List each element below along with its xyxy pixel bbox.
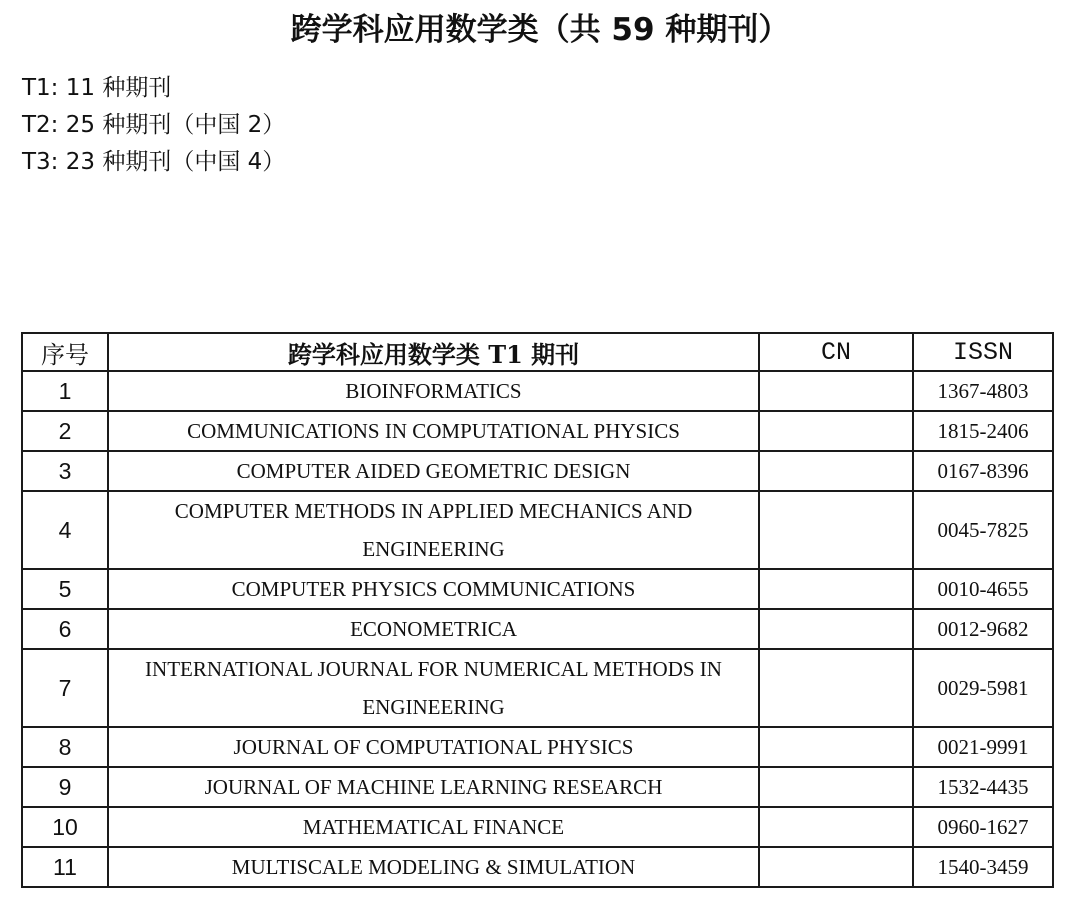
cell-no: 2 [22, 411, 108, 451]
cell-title: COMPUTER METHODS IN APPLIED MECHANICS AND ENGINEERING [108, 491, 759, 569]
journal-table [21, 332, 1054, 888]
page-title: 跨学科应用数学类（共 59 种期刊） [290, 12, 790, 48]
cell-cn [759, 609, 913, 649]
cell-title: INTERNATIONAL JOURNAL FOR NUMERICAL METHODS IN ENGINEERING [108, 649, 759, 727]
cell-issn: 0010-4655 [913, 569, 1053, 609]
cell-no: 9 [22, 767, 108, 807]
cell-issn: 1540-3459 [913, 847, 1053, 887]
cell-issn: 1532-4435 [913, 767, 1053, 807]
cell-cn [759, 727, 913, 767]
cell-cn [759, 649, 913, 727]
cell-no: 1 [22, 371, 108, 411]
cell-title: MULTISCALE MODELING & SIMULATION [108, 847, 759, 887]
cell-no: 4 [22, 491, 108, 569]
cell-issn: 0012-9682 [913, 609, 1053, 649]
table-header-row [22, 333, 1053, 371]
header-cn: CN [759, 333, 913, 371]
tier-summary-t1: T1: 11 种期刊 [22, 75, 172, 101]
cell-cn [759, 847, 913, 887]
cell-title: ECONOMETRICA [108, 609, 759, 649]
table-row [22, 767, 1053, 807]
table-row [22, 727, 1053, 767]
cell-title: BIOINFORMATICS [108, 371, 759, 411]
cell-issn: 1367-4803 [913, 371, 1053, 411]
table-row [22, 609, 1053, 649]
table-row [22, 411, 1053, 451]
table-row [22, 451, 1053, 491]
header-no: 序号 [22, 333, 108, 371]
cell-issn: 0021-9991 [913, 727, 1053, 767]
table-row [22, 491, 1053, 569]
cell-title: COMMUNICATIONS IN COMPUTATIONAL PHYSICS [108, 411, 759, 451]
cell-cn [759, 491, 913, 569]
table-row [22, 807, 1053, 847]
cell-title: JOURNAL OF COMPUTATIONAL PHYSICS [108, 727, 759, 767]
cell-no: 7 [22, 649, 108, 727]
cell-no: 6 [22, 609, 108, 649]
cell-no: 5 [22, 569, 108, 609]
tier-summary-t3: T3: 23 种期刊（中国 4） [22, 149, 286, 175]
cell-title: JOURNAL OF MACHINE LEARNING RESEARCH [108, 767, 759, 807]
cell-cn [759, 767, 913, 807]
cell-issn: 0960-1627 [913, 807, 1053, 847]
table-row [22, 371, 1053, 411]
cell-no: 11 [22, 847, 108, 887]
cell-issn: 0029-5981 [913, 649, 1053, 727]
table-row [22, 649, 1053, 727]
cell-no: 3 [22, 451, 108, 491]
cell-cn [759, 569, 913, 609]
cell-issn: 0167-8396 [913, 451, 1053, 491]
cell-cn [759, 807, 913, 847]
cell-no: 10 [22, 807, 108, 847]
cell-cn [759, 411, 913, 451]
cell-title: MATHEMATICAL FINANCE [108, 807, 759, 847]
cell-cn [759, 371, 913, 411]
tier-summary [22, 70, 285, 181]
cell-issn: 1815-2406 [913, 411, 1053, 451]
header-title: 跨学科应用数学类 T1 期刊 [108, 333, 759, 371]
cell-no: 8 [22, 727, 108, 767]
cell-title: COMPUTER PHYSICS COMMUNICATIONS [108, 569, 759, 609]
table-row [22, 847, 1053, 887]
tier-summary-t2: T2: 25 种期刊（中国 2） [22, 112, 286, 138]
header-issn: ISSN [913, 333, 1053, 371]
table-row [22, 569, 1053, 609]
cell-title: COMPUTER AIDED GEOMETRIC DESIGN [108, 451, 759, 491]
cell-cn [759, 451, 913, 491]
cell-issn: 0045-7825 [913, 491, 1053, 569]
